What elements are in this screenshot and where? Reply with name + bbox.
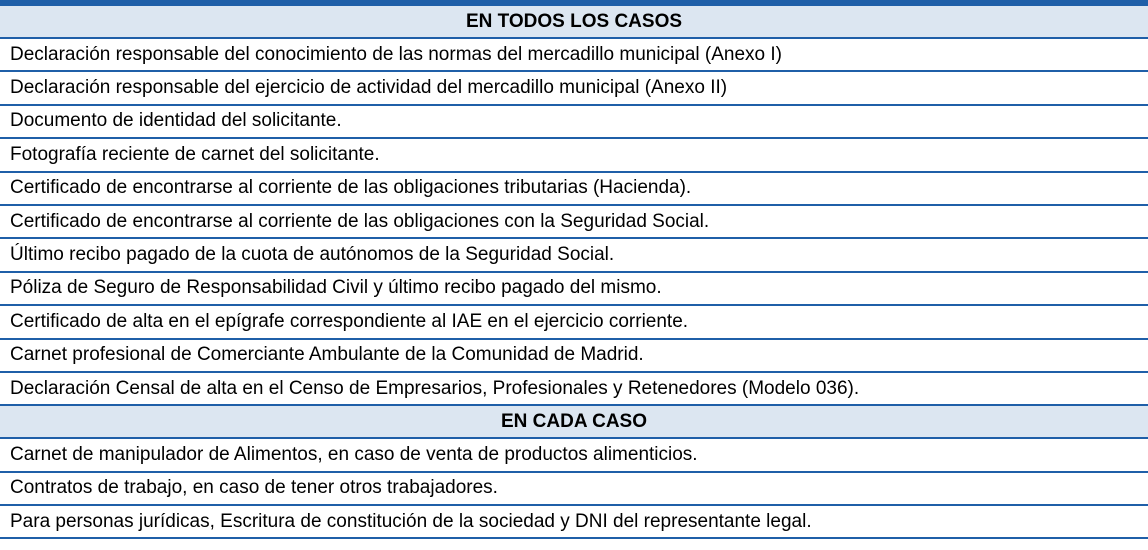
- table-row: Certificado de alta en el epígrafe correspondiente al IAE en el ejercicio corriente.: [0, 306, 1148, 339]
- table-row: Carnet profesional de Comerciante Ambulante de la Comunidad de Madrid.: [0, 340, 1148, 373]
- table-row: Último recibo pagado de la cuota de autónomos de la Seguridad Social.: [0, 239, 1148, 272]
- table-row: Declaración responsable del conocimiento de las normas del mercadillo municipal (Anexo I): [0, 39, 1148, 72]
- table-row: Contratos de trabajo, en caso de tener otros trabajadores.: [0, 473, 1148, 506]
- section-header-cada-caso: EN CADA CASO: [0, 406, 1148, 439]
- table-row: Declaración Censal de alta en el Censo de Empresarios, Profesionales y Retenedores (Modelo 036).: [0, 373, 1148, 406]
- section-header-todos: EN TODOS LOS CASOS: [0, 6, 1148, 39]
- table-row: Certificado de encontrarse al corriente de las obligaciones con la Seguridad Social.: [0, 206, 1148, 239]
- table-row: Fotografía reciente de carnet del solicitante.: [0, 139, 1148, 172]
- table-row: Póliza de Seguro de Responsabilidad Civil y último recibo pagado del mismo.: [0, 273, 1148, 306]
- table-row: Para personas jurídicas, Escritura de constitución de la sociedad y DNI del representante legal.: [0, 506, 1148, 539]
- table-row: Documento de identidad del solicitante.: [0, 106, 1148, 139]
- table-row: Carnet de manipulador de Alimentos, en caso de venta de productos alimenticios.: [0, 439, 1148, 472]
- table-row: Declaración responsable del ejercicio de actividad del mercadillo municipal (Anexo II): [0, 72, 1148, 105]
- table-row: Certificado de encontrarse al corriente de las obligaciones tributarias (Hacienda).: [0, 173, 1148, 206]
